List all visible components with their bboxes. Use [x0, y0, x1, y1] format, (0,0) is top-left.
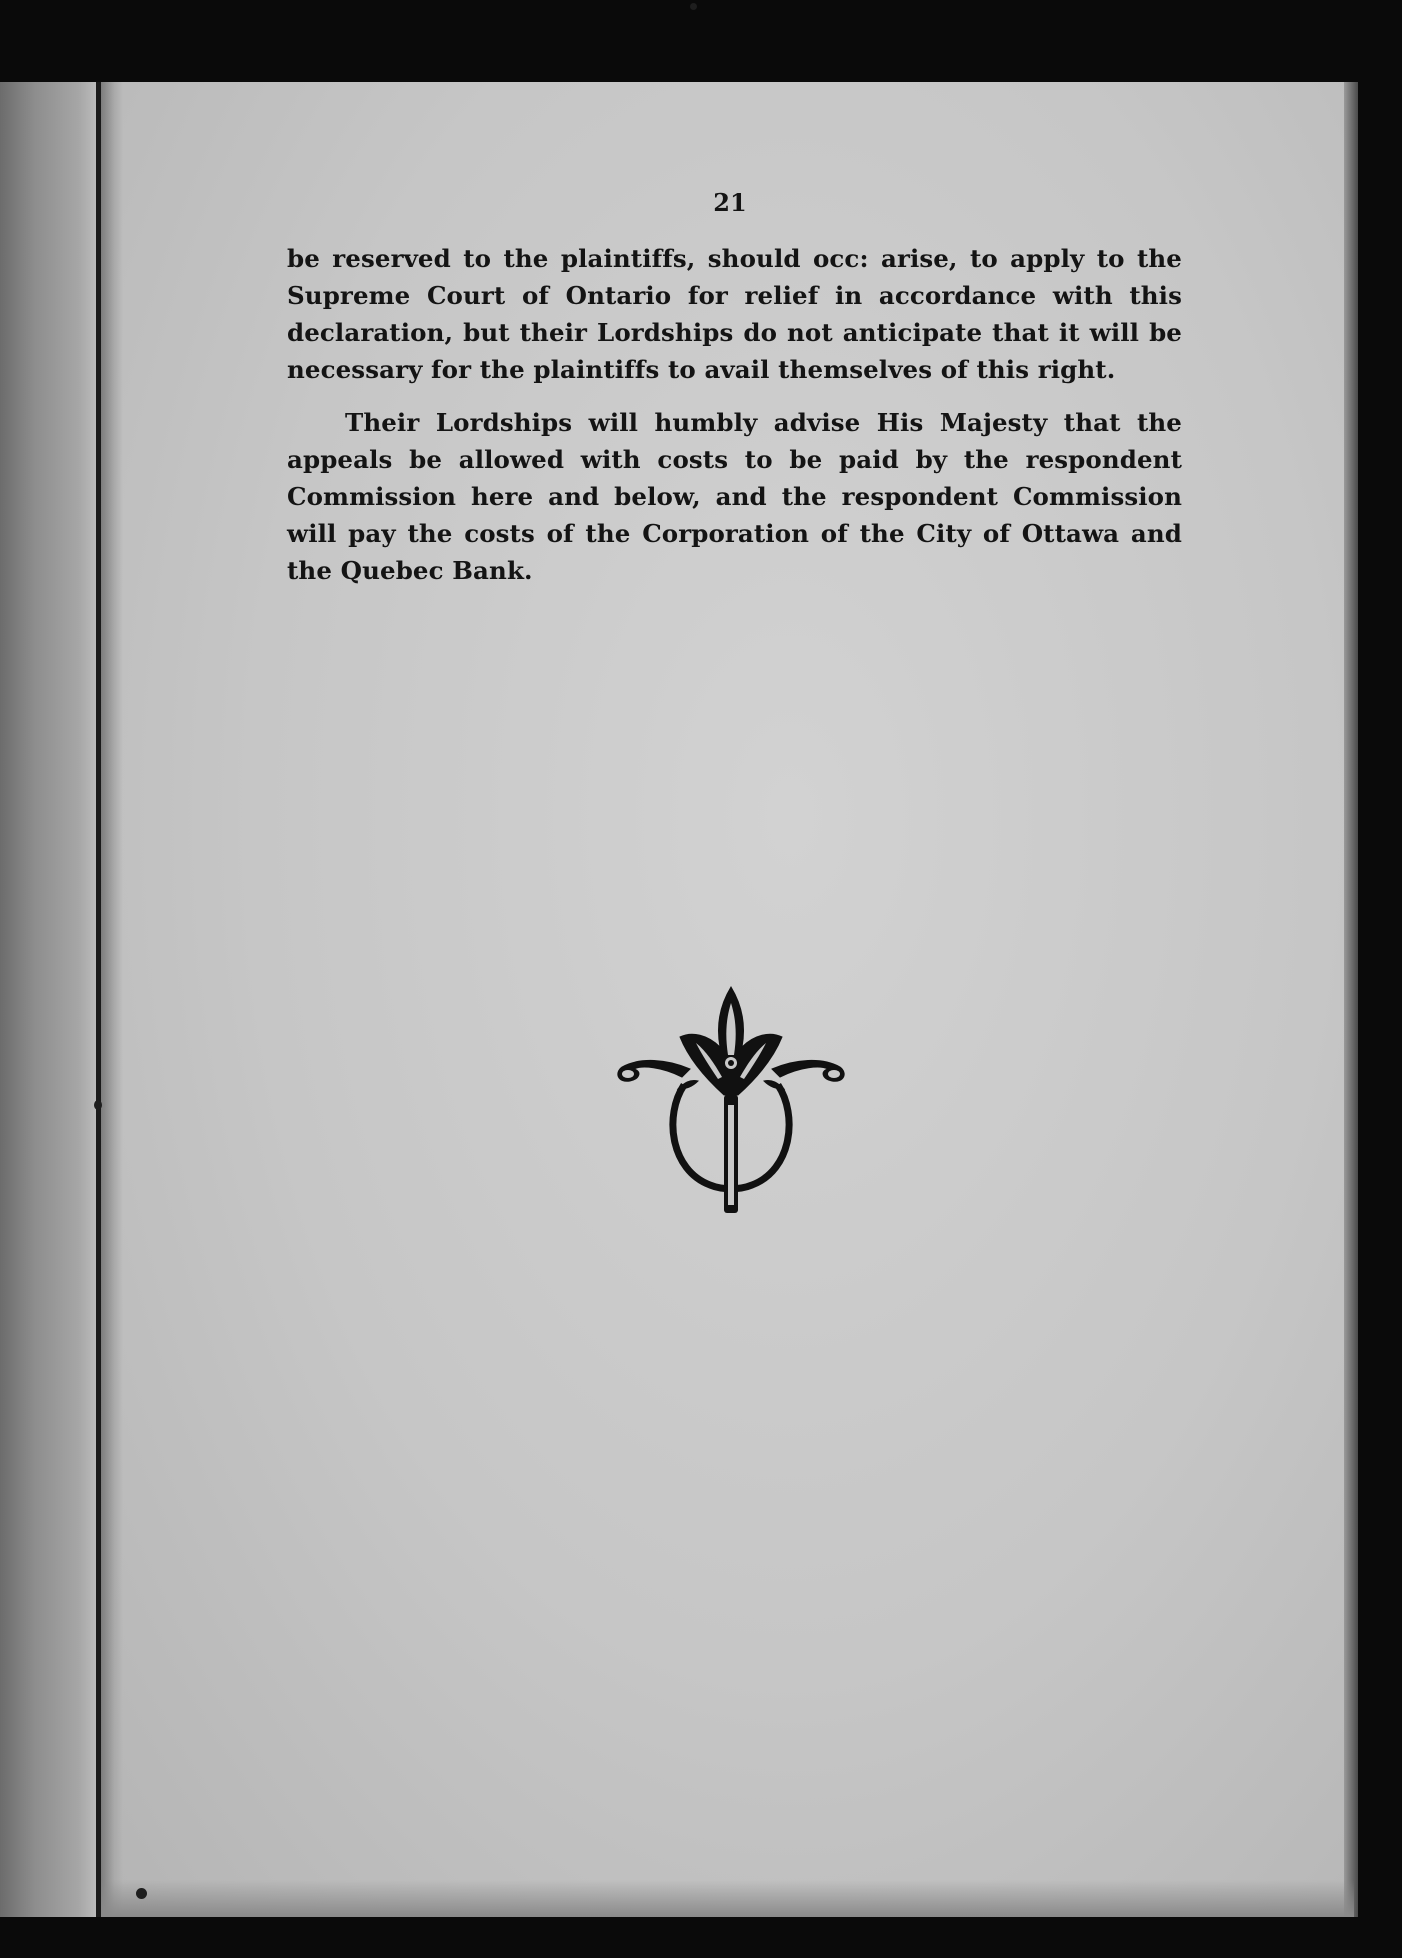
- scan-speck: [94, 1100, 102, 1110]
- body-text: [287, 240, 1182, 589]
- facing-page-edge: [0, 82, 98, 1917]
- binding-gutter: [96, 82, 101, 1917]
- floral-tailpiece-ornament: [612, 985, 850, 1217]
- paragraph-advice: Their Lordships will humbly advise His Majesty that the appeals be allowed with costs to be paid by the respondent Commission here and below, and the respondent Commission will pay the costs of the Corporation of the City of Ottawa and the Quebec Bank.: [287, 408, 1182, 585]
- paragraph-continuation: be reserved to the plaintiffs, should occ: arise, to apply to the Supreme Court of Ontario for relief in accordance with this declaration, but their Lordships do not anticipate that it will be necessary for the plaintiffs to avail themselves of this right.: [287, 244, 1182, 384]
- scan-speck: [690, 3, 697, 10]
- page-number: 21: [713, 188, 747, 217]
- page-right-edge: [1344, 82, 1358, 1917]
- gutter-shadow: [101, 82, 123, 1917]
- page-bottom-shadow: [101, 1880, 1354, 1917]
- scan-speck: [136, 1888, 147, 1899]
